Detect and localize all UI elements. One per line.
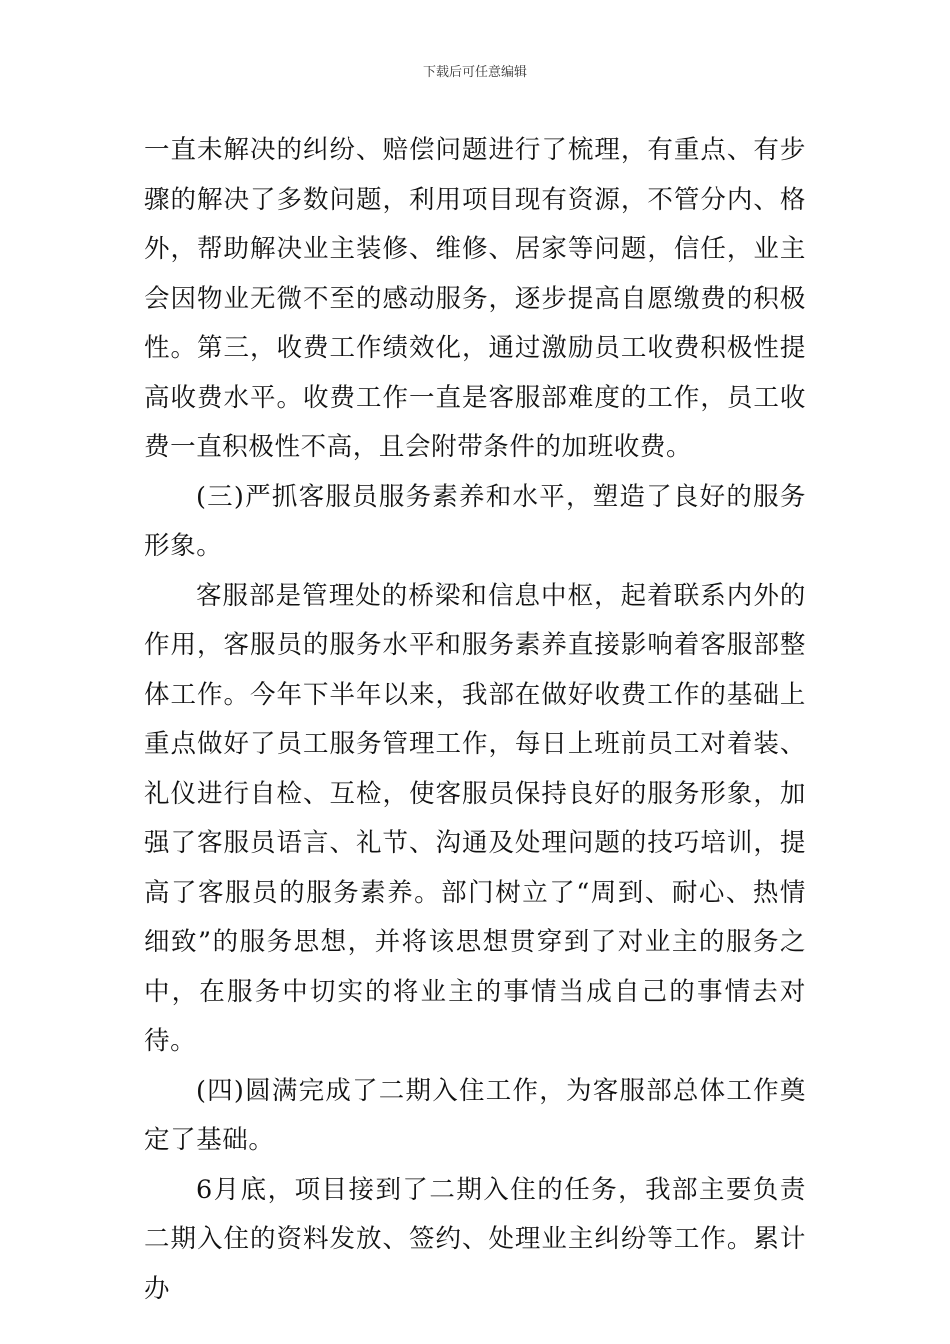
section-heading-four: (四)圆满完成了二期入住工作，为客服部总体工作奠定了基础。 — [144, 1075, 806, 1155]
document-body — [144, 126, 806, 1314]
paragraph-continuation: 一直未解决的纠纷、赔偿问题进行了梳理，有重点、有步骤的解决了多数问题，利用项目现有资源，不管分内、格外，帮助解决业主装修、维修、居家等问题，信任，业主会因物业无微不至的感动服务，逐步提高自愿缴费的积极性。第三，收费工作绩效化，通过激励员工收费积极性提高收费水平。收费工作一直是客服部难度的工作，员工收费一直积极性不高，且会附带条件的加班收费。 — [144, 135, 806, 462]
paragraph-phase-two: 6月底，项目接到了二期入住的任务，我部主要负责二期入住的资料发放、签约、处理业主纠纷等工作。累计办 — [144, 1174, 806, 1304]
paragraph-service: 客服部是管理处的桥梁和信息中枢，起着联系内外的作用，客服员的服务水平和服务素养直接影响着客服部整体工作。今年下半年以来，我部在做好收费工作的基础上重点做好了员工服务管理工作，每日上班前员工对着装、礼仪进行自检、互检，使客服员保持良好的服务形象，加强了客服员语言、礼节、沟通及处理问题的技巧培训，提高了客服员的服务素养。部门树立了“周到、耐心、热情细致”的服务思想，并将该思想贯穿到了对业主的服务之中，在服务中切实的将业主的事情当成自己的事情去对待。 — [144, 580, 806, 1056]
page-header: 下载后可任意编辑 — [422, 65, 527, 80]
section-heading-three: (三)严抓客服员服务素养和水平，塑造了良好的服务形象。 — [144, 481, 806, 561]
